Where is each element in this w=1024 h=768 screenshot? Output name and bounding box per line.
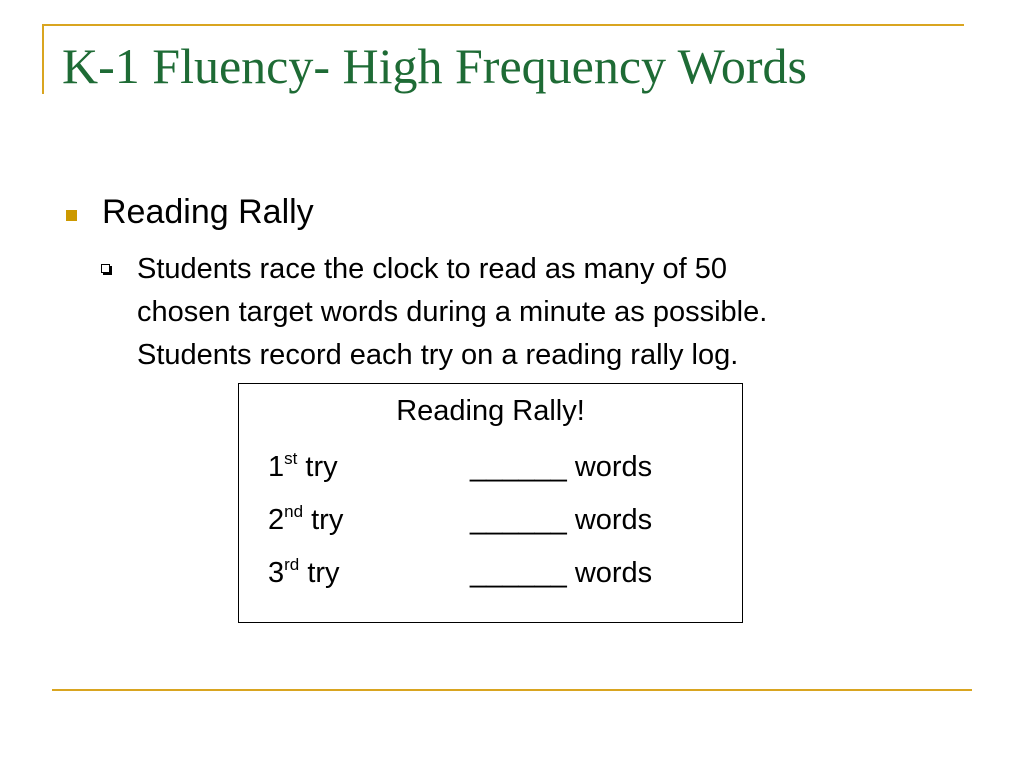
- word-count-blank: ______ words: [470, 451, 653, 483]
- description-line: chosen target words during a minute as possible.: [137, 296, 768, 328]
- log-row-second-try: [268, 500, 653, 540]
- word-count-blank: ______ words: [470, 504, 653, 536]
- log-row-first-try: [268, 447, 653, 487]
- square-bullet-icon: [66, 210, 77, 221]
- left-border-line: [42, 24, 44, 94]
- word-count-blank: ______ words: [470, 557, 653, 589]
- try-ordinal: 3rd try: [268, 555, 340, 589]
- try-ordinal: 1st try: [268, 449, 338, 483]
- top-border-line: [42, 24, 964, 26]
- reading-rally-log-box: [238, 383, 743, 623]
- slide-title: K-1 Fluency- High Frequency Words: [62, 38, 807, 94]
- bottom-border-line: [52, 689, 972, 691]
- try-ordinal: 2nd try: [268, 502, 344, 536]
- description-line: Students race the clock to read as many of 50: [137, 253, 727, 285]
- bullet-reading-rally: Reading Rally: [102, 193, 314, 231]
- shadowed-square-bullet-icon: [101, 264, 110, 273]
- log-row-third-try: [268, 553, 653, 593]
- description-line: Students record each try on a reading rally log.: [137, 339, 739, 371]
- log-heading: Reading Rally!: [396, 395, 585, 427]
- sub-bullet-description: [137, 248, 977, 377]
